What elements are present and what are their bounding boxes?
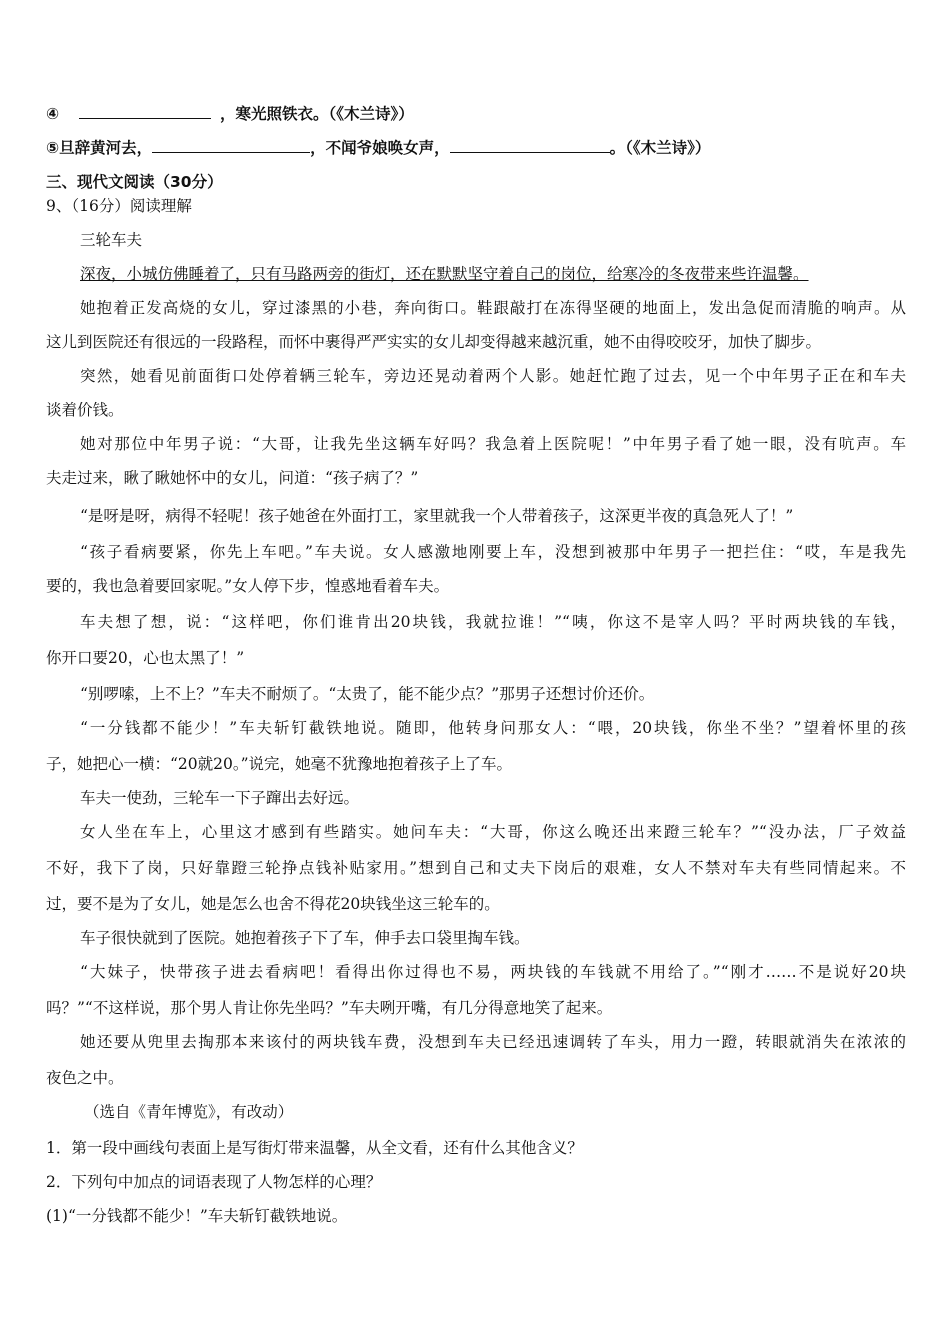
article-line: “别啰嗦，上不上？”车夫不耐烦了。“太贵了，能不能少点？”那男子还想讨价还价。 — [80, 685, 655, 703]
article-line: “孩子看病要紧，你先上车吧。”车夫说。女人感激地刚要上车，没想到被那中年男子一把拦住：“哎，车是我先 — [80, 543, 906, 561]
article-line: 她抱着正发高烧的女儿，穿过漆黑的小巷，奔向街口。鞋跟敲打在冻得坚硬的地面上，发出急促而清脆的响声。从 — [80, 299, 906, 317]
article-line — [80, 264, 906, 284]
item-4-text: ，寒光照铁衣。（《木兰诗》） — [219, 105, 414, 123]
sub-question-1: 1．第一段中画线句表面上是写街灯带来温馨，从全文看，还有什么其他含义？ — [46, 1139, 583, 1157]
fill-in-item-4 — [46, 104, 906, 124]
article-line: 女人坐在车上，心里这才感到有些踏实。她问车夫：“大哥，你这么晚还出来蹬三轮车？”“没办法，厂子效益 — [80, 823, 906, 841]
article-line: 这儿到医院还有很远的一段路程，而怀中裹得严严实实的女儿却变得越来越沉重，她不由得咬咬牙，加快了脚步。 — [46, 333, 822, 351]
item-5-text-after: 。（《木兰诗》） — [609, 139, 711, 157]
article-line: 你开口要20，心也太黑了！” — [46, 649, 245, 667]
article-line: 吗？”“不这样说，那个男人肯让你先坐吗？”车夫咧开嘴，有几分得意地笑了起来。 — [46, 999, 613, 1017]
article-title: 三轮车夫 — [80, 231, 143, 249]
fill-in-item-5 — [46, 138, 906, 158]
answer-blank[interactable] — [79, 104, 211, 119]
article-line: “是呀是呀，病得不轻呢！孩子她爸在外面打工，家里就我一个人带着孩子，这深更半夜的真急死人了！” — [80, 507, 794, 525]
article-line: 车子很快就到了医院。她抱着孩子下了车，伸手去口袋里掏车钱。 — [80, 929, 530, 947]
item-5-text-before: ⑤旦辞黄河去， — [46, 139, 153, 157]
article-line: 过，要不是为了女儿，她是怎么也舍不得花20块钱坐这三轮车的。 — [46, 895, 500, 913]
article-line: 她还要从兜里去掏那本来该付的两块钱车费，没想到车夫已经迅速调转了车头，用力一蹬，转眼就消失在浓浓的 — [80, 1033, 906, 1051]
article-source: （选自《青年博览》，有改动） — [84, 1103, 294, 1121]
article-line: 夫走过来，瞅了瞅她怀中的女儿，问道：“孩子病了？” — [46, 469, 419, 487]
sub-question-2-1: (1)“一分钱都不能少！”车夫斩钉截铁地说。 — [46, 1207, 348, 1225]
article-line: 突然，她看见前面街口处停着辆三轮车，旁边还晃动着两个人影。她赶忙跑了过去，见一个中年男子正在和车夫 — [80, 367, 906, 385]
item-4-number: ④ — [46, 105, 60, 123]
article-line: 子，她把心一横：“20就20。”说完，她毫不犹豫地抱着孩子上了车。 — [46, 755, 513, 773]
item-5-text-mid: ，不闻爷娘唤女声， — [310, 139, 450, 157]
article-line: 她对那位中年男子说：“大哥，让我先坐这辆车好吗？我急着上医院呢！”中年男子看了她一眼，没有吭声。车 — [80, 435, 906, 453]
article-line: 不好，我下了岗，只好靠蹬三轮挣点钱补贴家用。”想到自己和丈夫下岗后的艰难，女人不禁对车夫有些同情起来。不 — [46, 859, 906, 877]
article-line: 夜色之中。 — [46, 1069, 124, 1087]
answer-blank[interactable] — [152, 138, 310, 153]
article-line: “大妹子，快带孩子进去看病吧！看得出你过得也不易，两块钱的车钱就不用给了。”“刚才……不是说好20块 — [80, 963, 906, 981]
article-line: “一分钱都不能少！”车夫斩钉截铁地说。随即，他转身问那女人：“喂，20块钱，你坐不坐？”望着怀里的孩 — [80, 719, 906, 737]
article-line: 车夫一使劲，三轮车一下子蹿出去好远。 — [80, 789, 360, 807]
article-line: 谈着价钱。 — [46, 401, 124, 419]
underlined-sentence: 深夜，小城仿佛睡着了，只有马路两旁的街灯，还在默默坚守着自己的岗位，给寒冷的冬夜带来些许温馨。 — [80, 265, 809, 283]
article-line: 车夫想了想，说：“这样吧，你们谁肯出20块钱，我就拉谁！”“咦，你这不是宰人吗？平时两块钱的车钱， — [80, 613, 906, 631]
sub-question-2: 2．下列句中加点的词语表现了人物怎样的心理？ — [46, 1173, 382, 1191]
answer-blank[interactable] — [450, 138, 610, 153]
section-title: 三、现代文阅读（30分） — [46, 173, 223, 191]
article-line: 要的，我也急着要回家呢。”女人停下步，惶惑地看着车夫。 — [46, 577, 450, 595]
question-heading: 9、（16分）阅读理解 — [46, 197, 192, 215]
